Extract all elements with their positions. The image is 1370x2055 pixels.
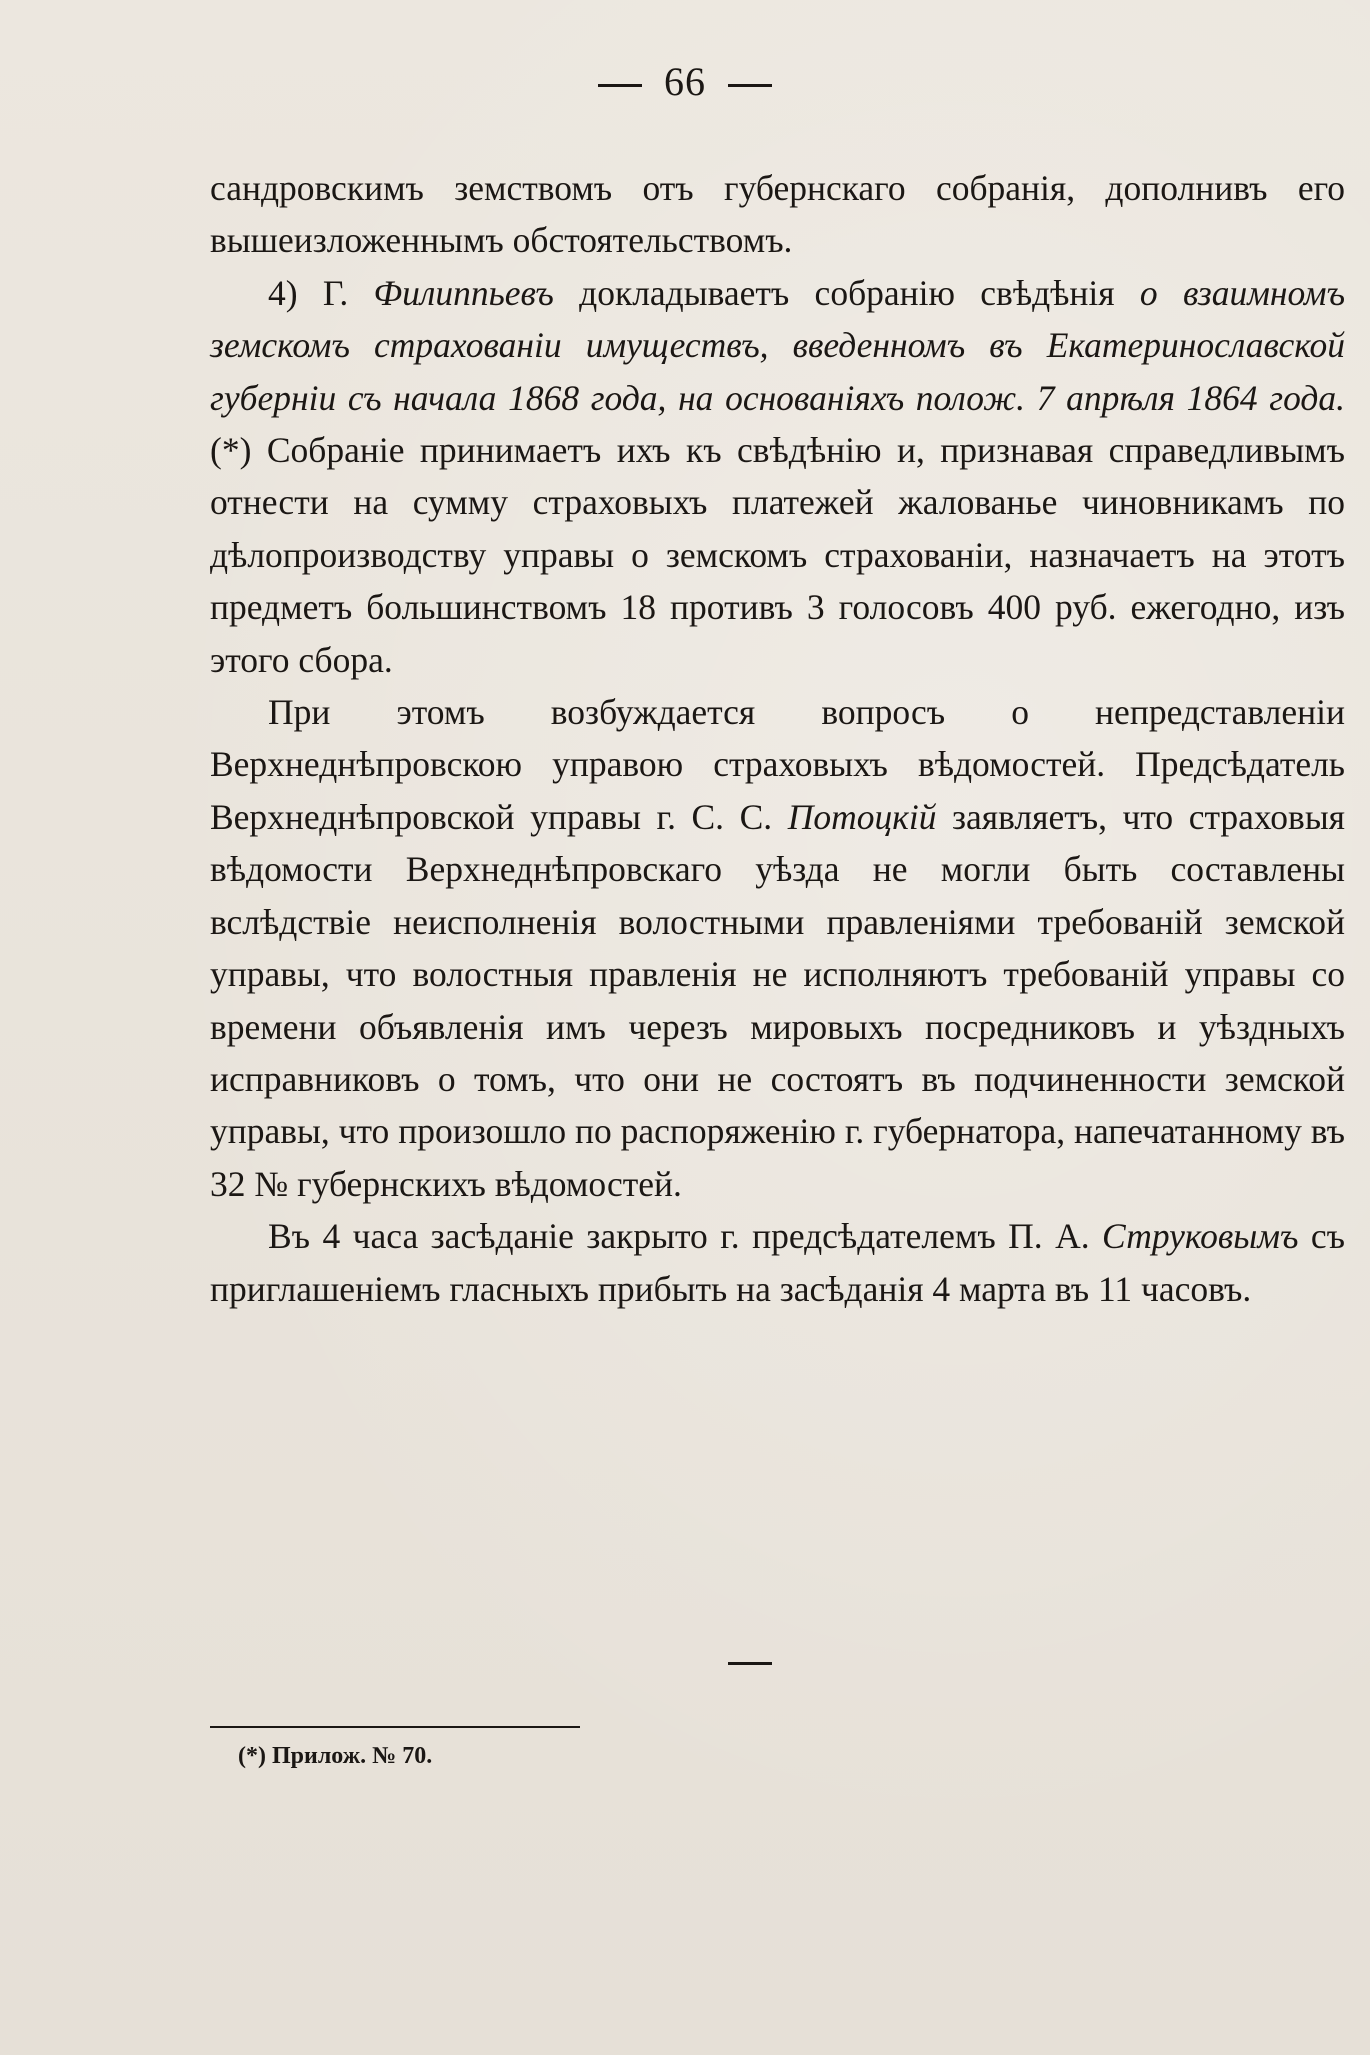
header-dash-right [728, 84, 772, 87]
page-number: 66 [664, 59, 706, 104]
footnote-rule [210, 1726, 580, 1728]
closing-text-start: Въ 4 часа засѣданіе закрыто г. предсѣдателемъ П. А. [268, 1216, 1103, 1257]
page-header [0, 58, 1370, 105]
closing-text-end: съ приглашеніемъ гласныхъ прибыть на засѣданія 4 марта въ 11 часовъ. [210, 1216, 1345, 1309]
item-4-mid: докладываетъ собранію свѣдѣнія [553, 272, 1140, 313]
question-text-end: заявляетъ, что страховыя вѣдомости Верхнеднѣпровскаго уѣзда не могли быть составлены вслѣдствіе неисполненія волостными правленіями требованій земской управы, что волостныя правленія не исполняютъ требованій управы со времени объявленія имъ черезъ мировыхъ посредниковъ и уѣздныхъ исправниковъ о томъ, что они не состоятъ въ подчиненности земской управы, что произошло по распоряженію г. губернатора, напечатанному въ 32 № губернскихъ вѣдомостей. [210, 796, 1345, 1204]
body-text [210, 162, 1345, 1315]
header-dash-left [598, 84, 642, 87]
question-text-start: При этомъ возбуждается вопросъ о непредставленіи Верхнеднѣпровскою управою страховыхъ вѣдомостей. Предсѣдатель Верхнеднѣпровской управы г. С. С. [210, 692, 1345, 837]
item-4-rest: (*) Собраніе принимаетъ ихъ къ свѣдѣнію и, признавая справедливымъ отнести на сумму страховыхъ платежей жалованье чиновникамъ по дѣлопроизводству управы о земскомъ страхованіи, назначаетъ на этотъ предметъ большинствомъ 18 противъ 3 голосовъ 400 руб. ежегодно, изъ этого сбора. [210, 430, 1345, 680]
speaker-name-filippiev: Филиппьевъ [373, 272, 554, 313]
report-title: о взаимномъ земскомъ страхованіи имуществъ, введенномъ въ Екатеринославской губерніи съ начала 1868 года, на основаніяхъ полож. 7 апрѣля 1864 года. [210, 272, 1345, 418]
chairman-name-strukov: Струковымъ [1102, 1216, 1299, 1257]
paragraph-session-closed [210, 1210, 1345, 1315]
section-separator [728, 1662, 772, 1665]
speaker-name-pototsky: Потоцкій [787, 796, 937, 837]
paragraph-insurance-question [210, 686, 1345, 1210]
item-4-intro: 4) Г. [268, 272, 374, 313]
paragraph-continuation: сандровскимъ земствомъ отъ губернскаго собранія, дополнивъ его вышеизложеннымъ обстоятельствомъ. [210, 168, 1345, 261]
paragraph-item-4 [210, 267, 1345, 686]
footnote: (*) Прилож. № 70. [238, 1743, 433, 1769]
